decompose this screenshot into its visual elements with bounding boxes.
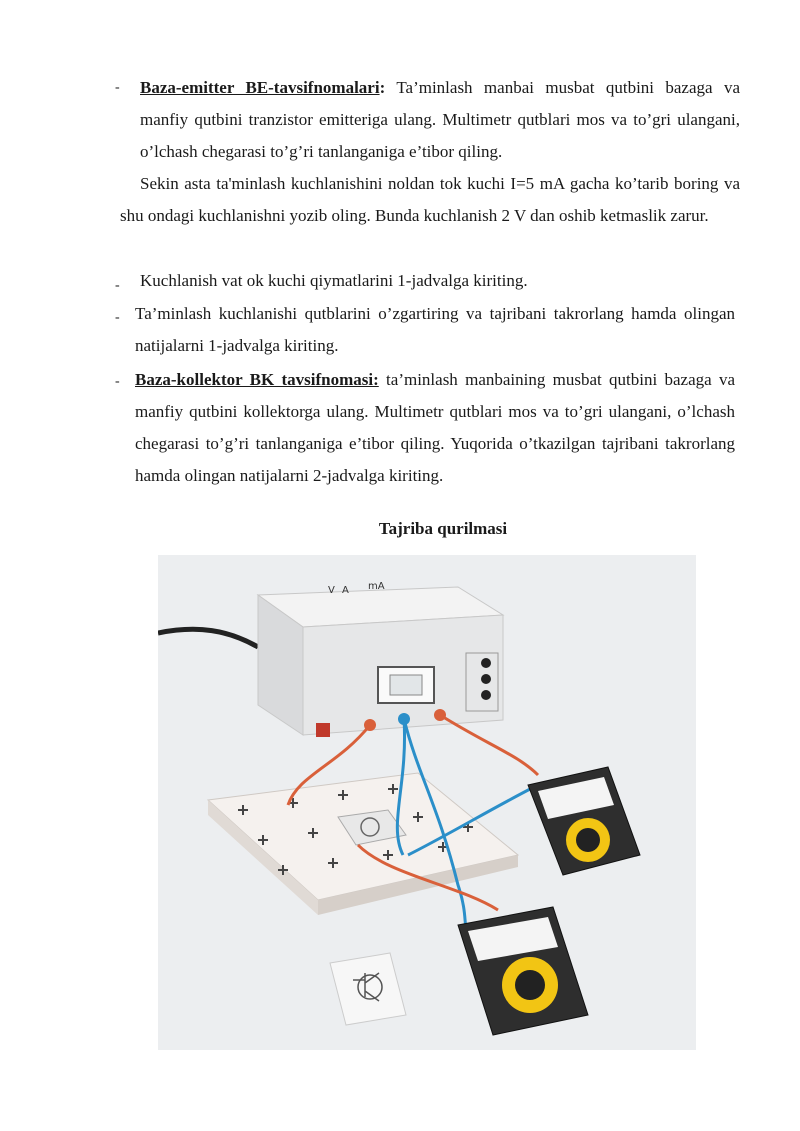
psu-power-switch <box>316 723 330 737</box>
heading-be: Baza-emitter BE-tavsifnomalari <box>140 78 380 97</box>
heading-be-colon: : <box>379 78 386 97</box>
setup-illustration <box>158 555 696 1050</box>
psu-knob-3 <box>481 690 491 700</box>
paragraph-bk-text: ta’minlash manbaining musbat qutbini bazaga va manfiy qutbini kollektorga ulang. Multimetr qutblari mos va to’gri ulangani, o’lchash chegarasi to’g’ri tanlanganiga e’tibor qiling. Yuqorida o’tkazilgan tajribani takrorlang hamda olingan natijalarni 2-jadvalga kiriting. <box>135 370 736 485</box>
experiment-setup-figure <box>158 555 696 1050</box>
paragraph-enter-table-1: Kuchlanish vat ok kuchi qiymatlarini 1-jadvalga kiriting. <box>140 271 528 290</box>
paragraph-be-text: Ta’minlash manbai musbat qutbini bazaga va manfiy qutbini tranzistor emitteriga ulang. Multimetr qutblari mos va to’gri ulangani, o’lchash chegarasi to’g’ri tanlanganiga e’tibor qiling. <box>140 78 740 161</box>
heading-bk: Baza-kollektor BK tavsifnomasi: <box>135 370 379 389</box>
bullet-1: - <box>115 80 120 95</box>
paragraph-be-characteristics <box>140 72 740 168</box>
figure-caption: Tajriba qurilmasi <box>378 519 508 538</box>
bullet-4: - <box>115 310 120 325</box>
paragraph-bk-characteristics <box>135 364 735 492</box>
paragraph-procedure: Sekin asta ta'minlash kuchlanishini noldan tok kuchi I=5 mA gacha ko’tarib boring va shu ondagi kuchlanishni yozib oling. Bunda kuchlanish 2 V dan oshib ketmaslik zarur. <box>120 174 740 225</box>
psu-label-ma: mA <box>368 581 385 592</box>
bullet-5: - <box>115 374 120 389</box>
power-supply-unit <box>258 581 503 737</box>
paragraph-reverse-polarity: Ta’minlash kuchlanishi qutblarini o’zgartiring va tajribani takrorlang hamda olingan natijalarni 1-jadvalga kiriting. <box>135 304 735 355</box>
psu-knob-2 <box>481 674 491 684</box>
psu-label-a: A <box>342 585 349 596</box>
psu-knob-1 <box>481 658 491 668</box>
bullet-3: - <box>115 278 120 293</box>
psu-label-v: V <box>328 585 335 596</box>
